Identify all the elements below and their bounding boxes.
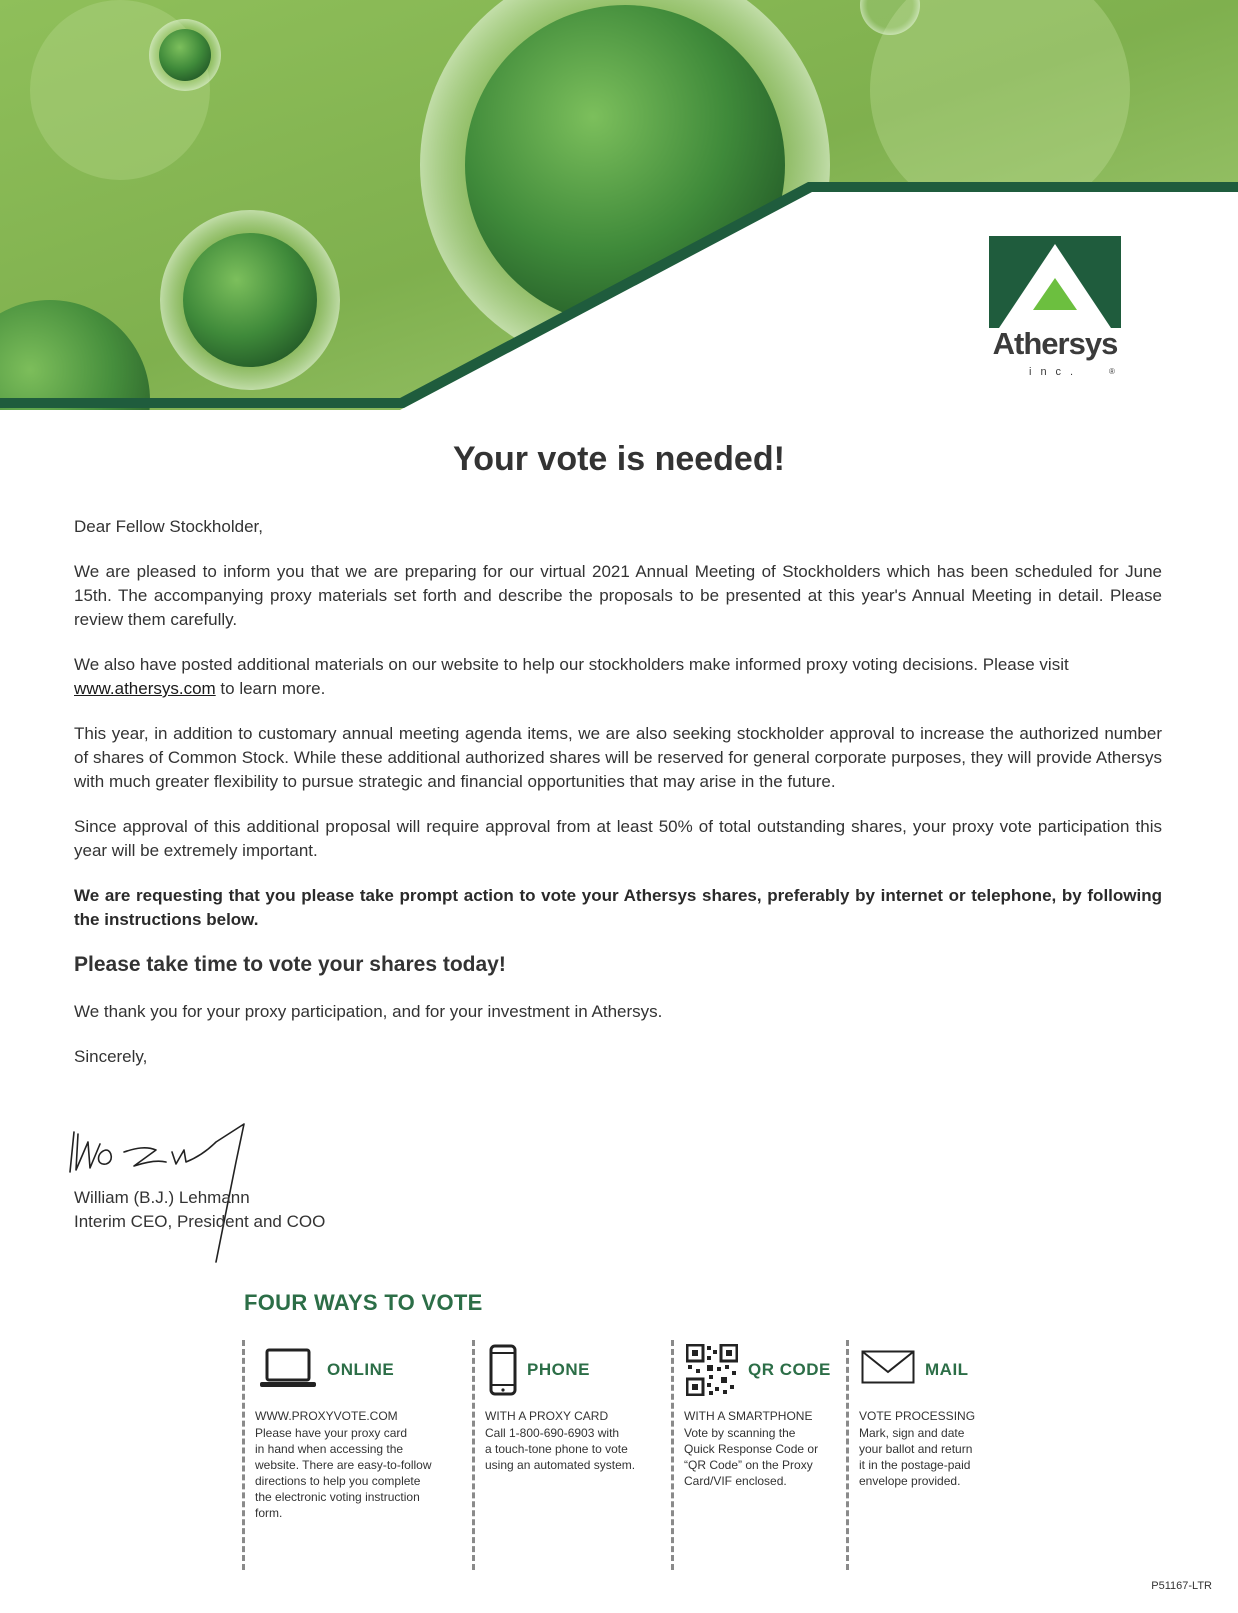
description-line: form. [255, 1506, 283, 1520]
vote-method-heading: VOTE PROCESSING [859, 1409, 976, 1423]
paragraph-approval: Since approval of this additional proposal will require approval from at least 50% of total outstanding shares, your proxy vote participation this year will be extremely important. [74, 817, 1162, 860]
signer-title: Interim CEO, President and COO [74, 1212, 326, 1231]
salutation: Dear Fellow Stockholder, [74, 517, 263, 536]
description-line: directions to help you complete [255, 1474, 421, 1488]
paragraph-website-text: We also have posted additional materials on our website to help our stockholders make informed proxy voting decisions. Please visit [74, 655, 1069, 674]
description-line: it in the postage-paid [859, 1458, 971, 1472]
phone-icon [489, 1344, 517, 1401]
description-line: in hand when accessing the [255, 1442, 404, 1456]
logo-wordmark: Athersys [992, 326, 1118, 361]
logo-registered-mark: ® [1109, 367, 1115, 376]
paragraph-meeting: We are pleased to inform you that we are preparing for our virtual 2021 Annual Meeting of Stockholders which has been scheduled for June 15th. The accompanying proxy materials set forth and describe the proposals to be presented at this year's Annual Meeting in detail. Please review them carefully. [74, 562, 1162, 629]
description-line: your ballot and return [859, 1442, 973, 1456]
signer-name: William (B.J.) Lehmann [74, 1188, 250, 1207]
vote-method-label: QR CODE [748, 1360, 831, 1379]
paragraph-website [74, 653, 1162, 701]
paragraph-thanks: We thank you for your proxy participation, and for your investment in Athersys. [74, 1002, 663, 1021]
vote-method-description [255, 1425, 432, 1521]
letter-body [74, 515, 1162, 1090]
description-line: using an automated system. [485, 1458, 636, 1472]
description-line: Please have your proxy card [255, 1426, 408, 1440]
vote-method-heading: WWW.PROXYVOTE.COM [255, 1409, 398, 1423]
paragraph-website-tail: to learn more. [215, 679, 326, 698]
description-line: envelope provided. [859, 1474, 961, 1488]
envelope-icon [861, 1350, 915, 1389]
vote-method-qr-code [671, 1340, 849, 1570]
vote-method-description [684, 1425, 818, 1489]
qr-code-icon [686, 1344, 738, 1401]
signature-block [74, 1186, 325, 1234]
athersys-logo [989, 236, 1121, 384]
voting-section-title: FOUR WAYS TO VOTE [244, 1290, 483, 1315]
description-line: Call 1-800-690-6903 with [485, 1426, 620, 1440]
vote-callout: Please take time to vote your shares today! [74, 953, 506, 976]
vote-method-phone [472, 1340, 665, 1570]
description-line: the electronic voting instruction [255, 1490, 420, 1504]
vote-method-online [242, 1340, 465, 1570]
vote-method-mail [846, 1340, 1029, 1570]
logo-mark [989, 236, 1121, 328]
description-line: a touch-tone phone to vote [485, 1442, 628, 1456]
description-line: Card/VIF enclosed. [684, 1474, 787, 1488]
logo-inc: inc. [1029, 366, 1083, 378]
vote-method-label: MAIL [925, 1360, 969, 1379]
vote-method-description [485, 1425, 635, 1473]
vote-method-label: ONLINE [327, 1360, 395, 1379]
laptop-icon [259, 1348, 317, 1395]
paragraph-request: We are requesting that you please take prompt action to vote your Athersys shares, preferably by internet or telephone, by following the instructions below. [74, 886, 1162, 929]
closing: Sincerely, [74, 1047, 148, 1066]
document-code: P51167-LTR [1151, 1580, 1212, 1592]
vote-method-label: PHONE [527, 1360, 590, 1379]
website-link[interactable]: www.athersys.com [74, 679, 216, 698]
vote-method-description [859, 1425, 972, 1489]
description-line: Quick Response Code or [684, 1442, 819, 1456]
description-line: Mark, sign and date [859, 1426, 965, 1440]
description-line: website. There are easy-to-follow [255, 1458, 432, 1472]
description-line: Vote by scanning the [684, 1426, 796, 1440]
description-line: “QR Code” on the Proxy [684, 1458, 813, 1472]
vote-method-heading: WITH A PROXY CARD [485, 1409, 609, 1423]
vote-method-heading: WITH A SMARTPHONE [684, 1409, 813, 1423]
page-title: Your vote is needed! [453, 440, 785, 478]
paragraph-proposal: This year, in addition to customary annual meeting agenda items, we are also seeking stockholder approval to increase the authorized number of shares of Common Stock. While these additional authorized shares will be reserved for general corporate purposes, they will provide Athersys with much greater flexibility to pursue strategic and financial opportunities that may arise in the future. [74, 724, 1162, 791]
